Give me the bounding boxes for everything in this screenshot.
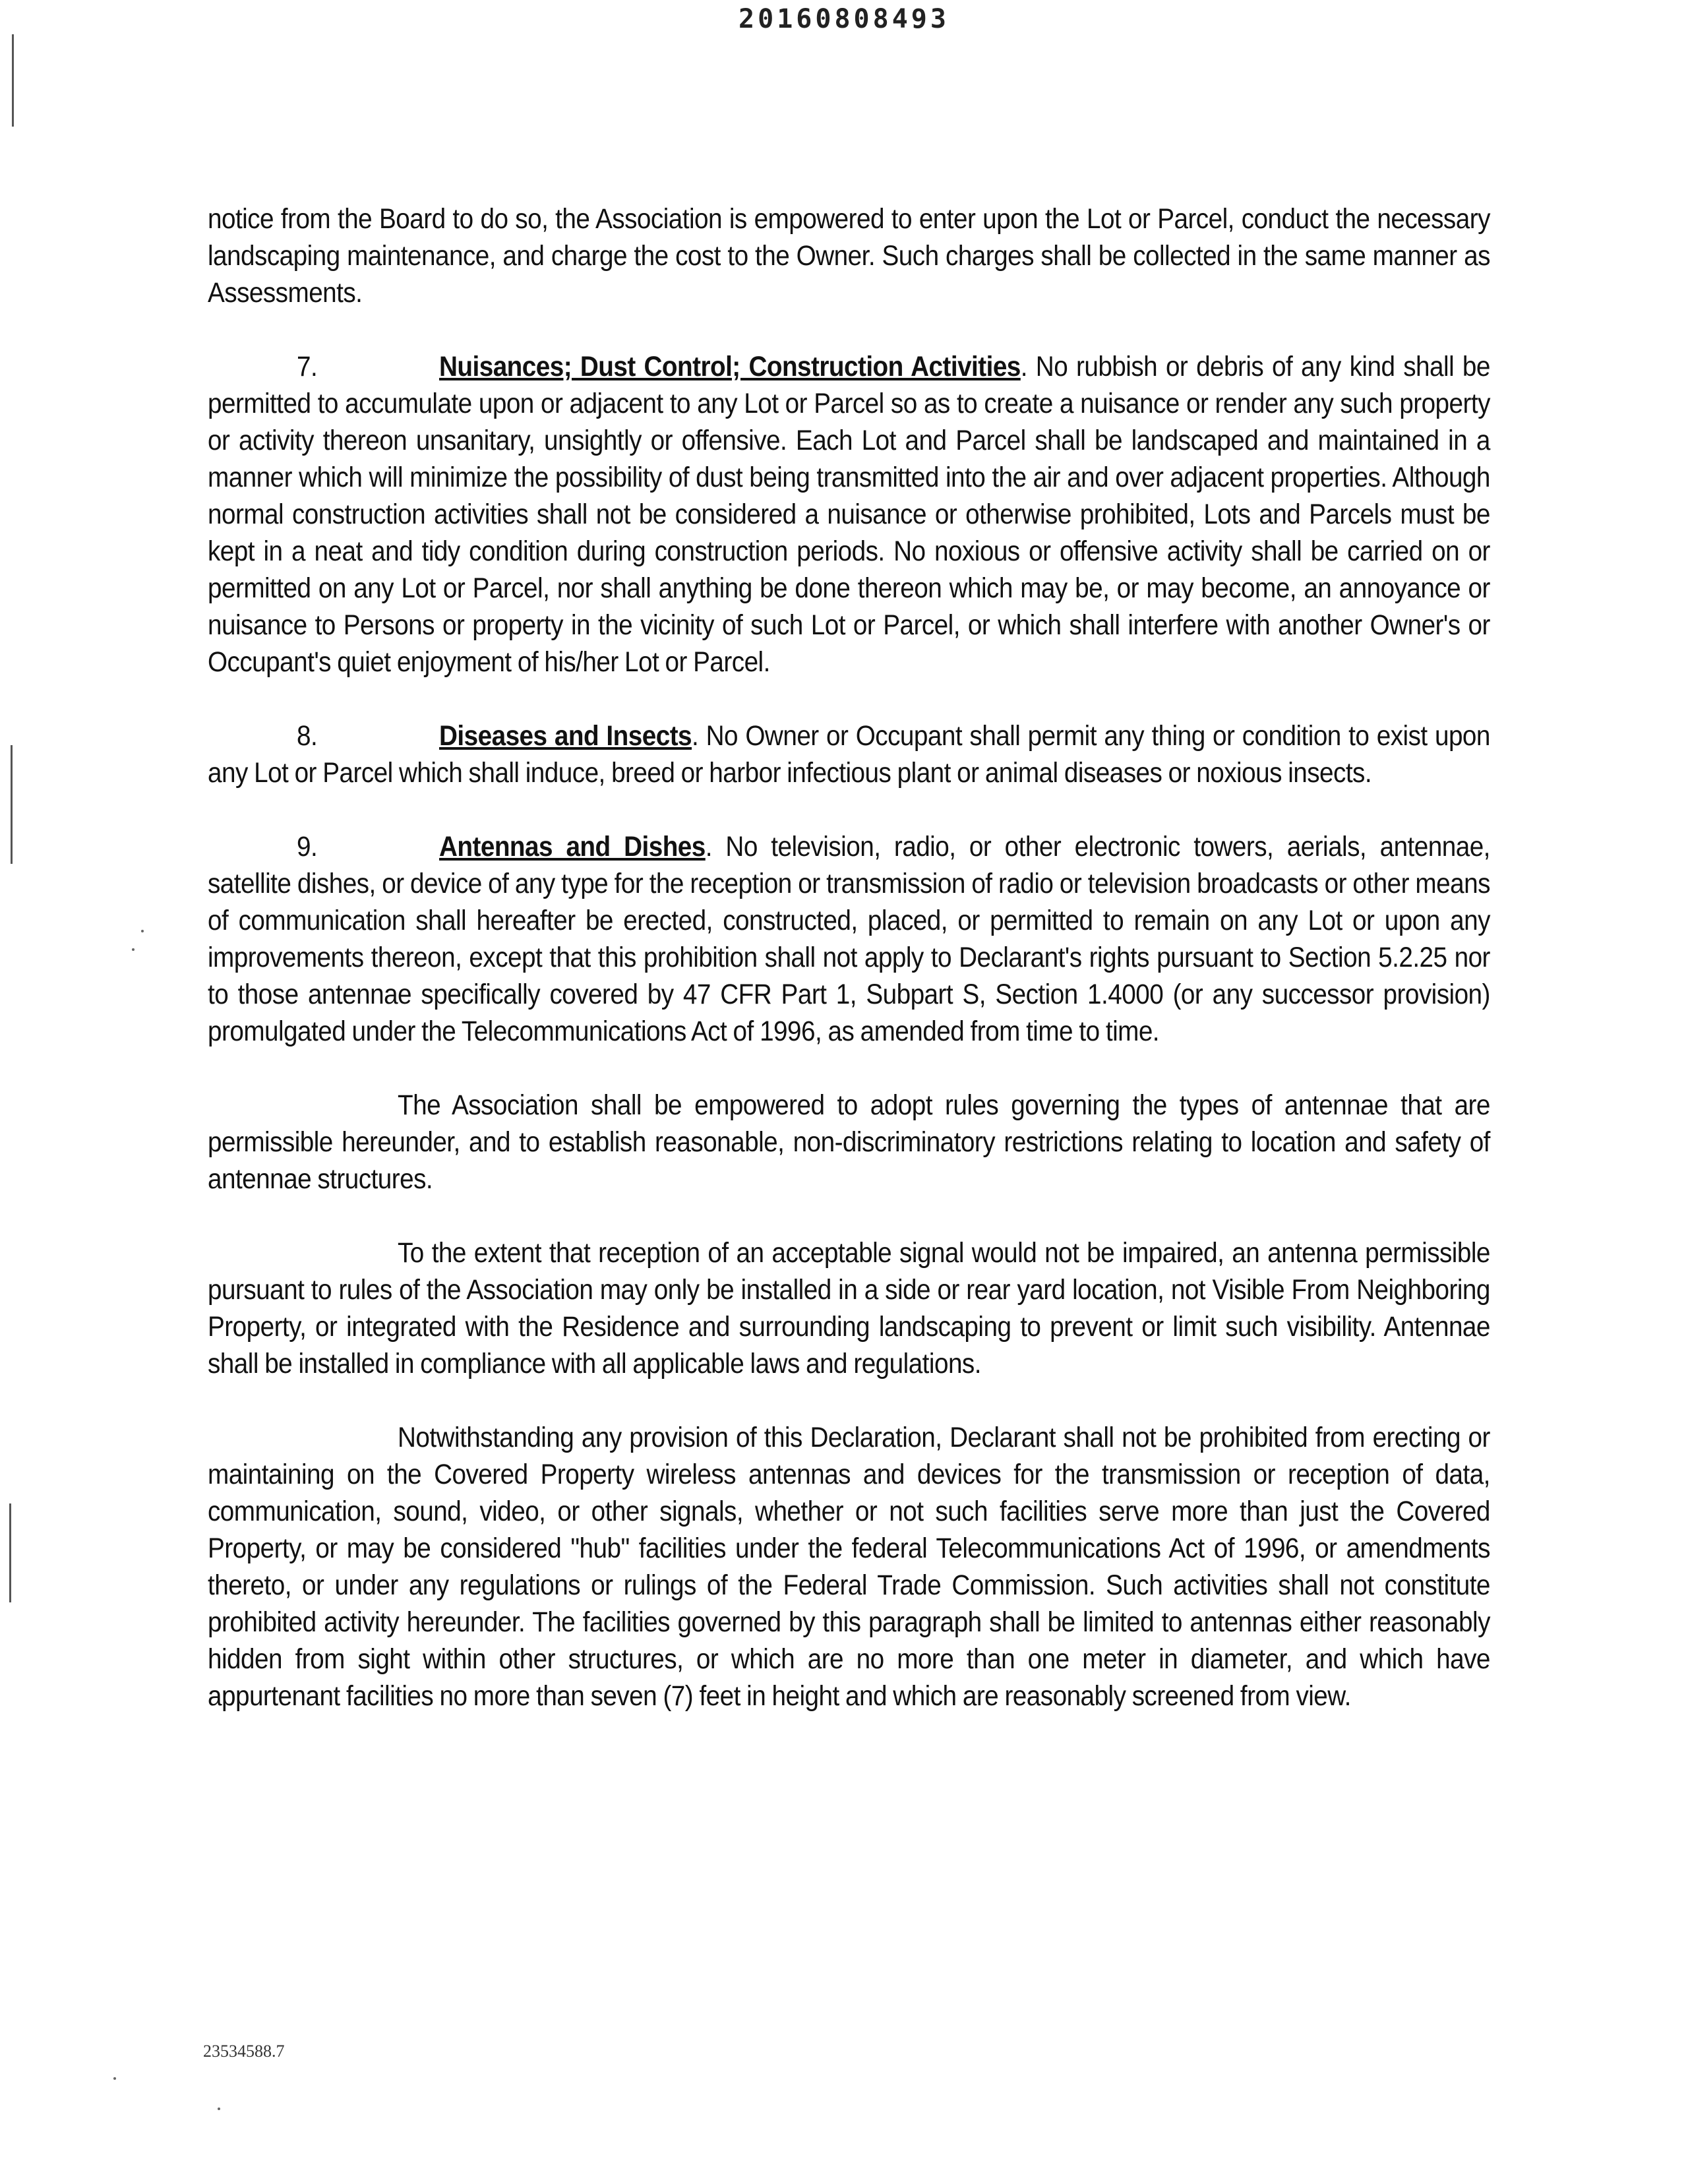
section-9-heading: Antennas and Dishes bbox=[439, 831, 706, 863]
scan-speck bbox=[141, 930, 144, 932]
footer-document-id: 23534588.7 bbox=[203, 2042, 285, 2061]
notwithstanding-paragraph: Notwithstanding any provision of this Declaration, Declarant shall not be prohibited from erecting or maintaining on the Covered Property wireless antennas and devices for the transmission or reception of data, communication, sound, video, or other signals, whether or not such facilities serve more than just the Covered Property, or may be considered "hub" facilities under the federal Telecommunications Act of 1996, or amendments thereto, or under any regulations or rulings of the Federal Trade Commission. Such activities shall not constitute prohibited activity hereunder. The facilities governed by this paragraph shall be limited to antennas either reasonably hidden from sight within other structures, or which are no more than one meter in diameter, and which have appurtenant facilities no more than seven (7) feet in height and which are reasonably screened from view. bbox=[208, 1422, 1490, 1712]
recording-number: 20160808493 bbox=[738, 4, 950, 34]
association-rules-paragraph: The Association shall be empowered to adopt rules governing the types of antennae that are permissible hereunder, and to establish reasonable, non-discriminatory restrictions relating to location and safety of antennae structures. bbox=[208, 1089, 1490, 1195]
scan-edge-mark bbox=[12, 34, 14, 127]
section-7-text: . No rubbish or debris of any kind shall be permitted to accumulate upon or adjacent to any Lot or Parcel so as to create a nuisance or render any such property or activity thereon unsanitary, unsightly or offensive. Each Lot and Parcel shall be landscaped and maintained in a manner which will minimize the possibility of dust being transmitted into the air and over adjacent properties. Although normal construction activities shall not be considered a nuisance or otherwise prohibited, Lots and Parcels must be kept in a neat and tidy condition during construction periods. No noxious or offensive activity shall be carried on or permitted on any Lot or Parcel, nor shall anything be done thereon which may be, or may become, an annoyance or nuisance to Persons or property in the vicinity of such Lot or Parcel, or which shall interfere with another Owner's or Occupant's quiet enjoyment of his/her Lot or Parcel. bbox=[208, 351, 1490, 678]
scan-edge-mark bbox=[11, 745, 13, 864]
section-8-paragraph bbox=[208, 717, 1490, 791]
section-8-heading: Diseases and Insects bbox=[439, 720, 692, 752]
scan-edge-mark bbox=[9, 1503, 11, 1602]
reception-paragraph: To the extent that reception of an acceptable signal would not be impaired, an antenna permissible pursuant to rules of the Association may only be installed in a side or rear yard location, not Visible From Neighboring Property, or integrated with the Residence and surrounding landscaping to prevent or limit such visibility. Antennae shall be installed in compliance with all applicable laws and regulations. bbox=[208, 1237, 1490, 1380]
scan-speck bbox=[113, 2077, 116, 2080]
section-7-number: 7. bbox=[297, 351, 318, 382]
document-body bbox=[208, 200, 1490, 1751]
section-8-number: 8. bbox=[297, 720, 318, 752]
section-9-paragraph bbox=[208, 828, 1490, 1050]
section-8-text: . No Owner or Occupant shall permit any thing or condition to exist upon any Lot or Parcel which shall induce, breed or harbor infectious plant or animal diseases or noxious insects. bbox=[208, 720, 1490, 789]
section-9-number: 9. bbox=[297, 831, 318, 863]
section-9-text: . No television, radio, or other electronic towers, aerials, antennae, satellite dishes, or device of any type for the reception or transmission of radio or television broadcasts or other means of communication shall hereafter be erected, constructed, placed, or permitted to remain on any Lot or upon any improvements thereon, except that this prohibition shall not apply to Declarant's rights pursuant to Section 5.2.25 nor to those antennae specifically covered by 47 CFR Part 1, Subpart S, Section 1.4000 (or any successor provision) promulgated under the Telecommunications Act of 1996, as amended from time to time. bbox=[208, 831, 1490, 1047]
section-7-paragraph bbox=[208, 348, 1490, 681]
scan-speck bbox=[132, 948, 135, 951]
intro-paragraph: notice from the Board to do so, the Association is empowered to enter upon the Lot or Parcel, conduct the necessary landscaping maintenance, and charge the cost to the Owner. Such charges shall be collected in the same manner as Assessments. bbox=[208, 203, 1490, 309]
scan-speck bbox=[218, 2108, 220, 2110]
section-7-heading: Nuisances; Dust Control; Construction Activities bbox=[439, 351, 1021, 382]
